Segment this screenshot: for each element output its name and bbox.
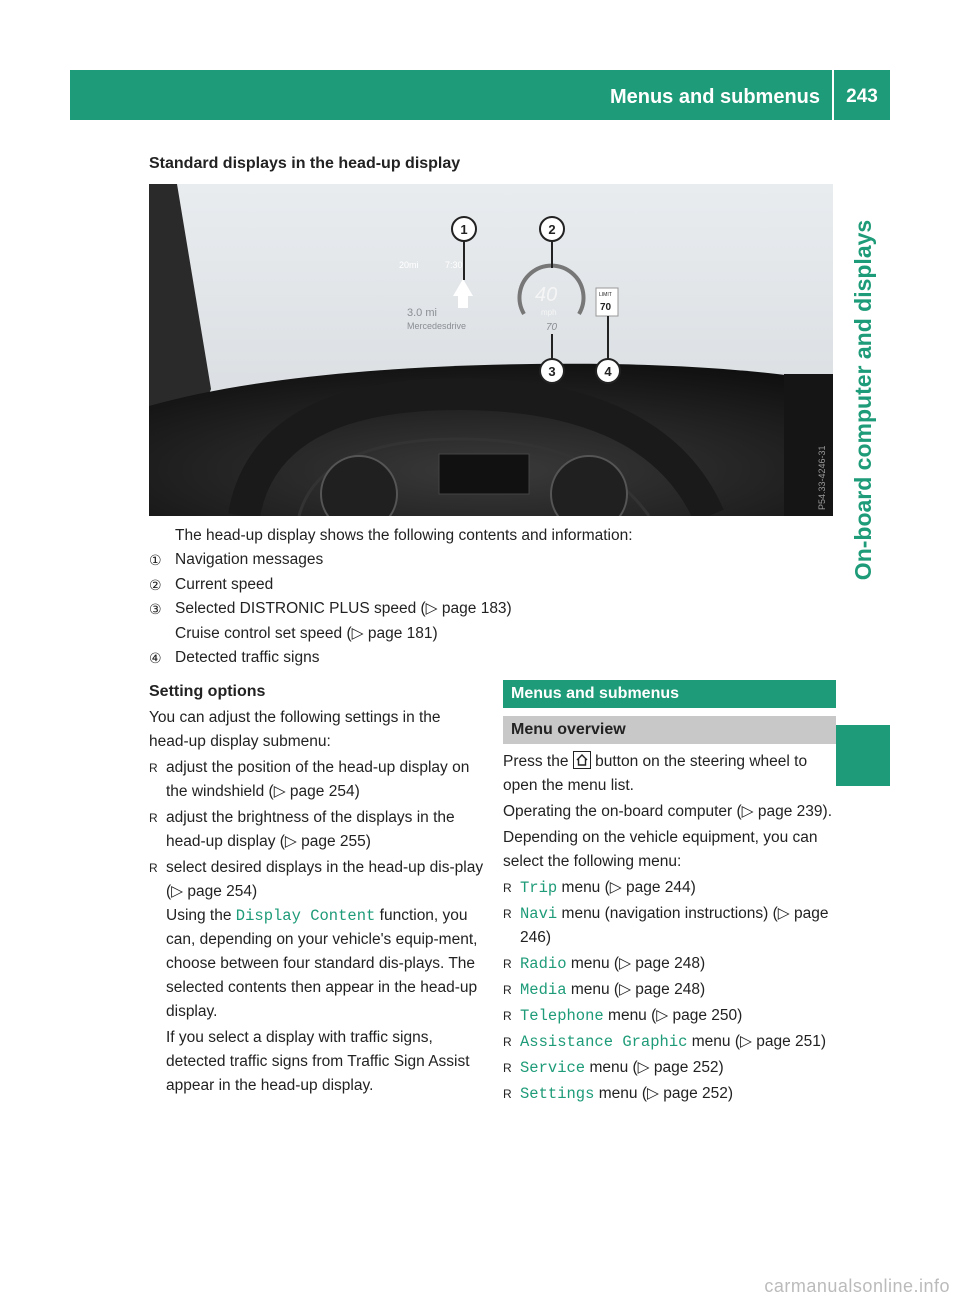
menu-desc: menu (▷ page 251) <box>691 1033 827 1050</box>
bullet-icon: R <box>503 983 512 997</box>
menu-name: Service <box>520 1059 586 1077</box>
callout-3-label: 3 <box>548 364 556 379</box>
menu-item <box>503 1082 836 1106</box>
menu-item <box>503 902 836 950</box>
menu-item <box>503 1030 836 1054</box>
bullet-icon: R <box>149 811 158 825</box>
menu-name: Telephone <box>520 1007 604 1025</box>
bullet-icon: R <box>503 1087 512 1101</box>
operating-para: Operating the on-board computer (▷ page 239). <box>503 803 833 820</box>
bullet-icon: R <box>503 1009 512 1023</box>
list-item <box>149 856 484 1098</box>
legend-number: ④ <box>149 650 162 666</box>
side-tab <box>836 130 890 710</box>
menu-name: Navi <box>520 905 558 923</box>
legend-list <box>149 548 569 671</box>
depending-para: Depending on the vehicle equipment, you can select the following menu: <box>503 829 818 870</box>
hud-illustration <box>149 184 833 516</box>
bullet-icon: R <box>503 881 512 895</box>
list-item <box>149 756 484 804</box>
callout-4-label: 4 <box>604 364 612 379</box>
menus-section-bar: Menus and submenus <box>503 680 836 708</box>
menu-item <box>503 1004 836 1028</box>
menu-desc: menu (▷ page 244) <box>561 879 696 896</box>
figure-ref-code: P54.33-4246-31 <box>817 445 827 510</box>
callout-4 <box>596 359 620 383</box>
menu-desc: menu (▷ page 250) <box>608 1007 743 1024</box>
press-pre: Press the <box>503 753 569 770</box>
bullet-icon: R <box>149 761 158 775</box>
list-item-text: adjust the brightness of the displays in the head-up display (▷ page 255) <box>166 809 455 850</box>
left-column <box>149 680 484 1100</box>
menu-desc: menu (navigation instructions) (▷ page 246) <box>520 905 829 946</box>
menu-desc: menu (▷ page 252) <box>589 1059 724 1076</box>
traffic-note: If you select a display with traffic signs, detected traffic signs from Traffic Sign Assist appear in the head-up display. <box>166 1029 470 1094</box>
legend-item <box>149 573 569 598</box>
press-para <box>503 750 836 798</box>
menu-item <box>503 978 836 1002</box>
legend-text: Selected DISTRONIC PLUS speed (▷ page 183) <box>175 600 512 617</box>
legend-text: Detected traffic signs <box>175 649 320 666</box>
menu-name: Assistance Graphic <box>520 1033 688 1051</box>
menu-item <box>503 952 836 976</box>
menu-name: Radio <box>520 955 567 973</box>
section-heading: Standard displays in the head-up display <box>149 155 461 172</box>
limit-label: LIMIT <box>599 292 612 298</box>
hud-set-speed: 70 <box>546 322 558 333</box>
legend-item <box>149 548 569 573</box>
legend-item <box>149 646 569 671</box>
intro-text: The head-up display shows the following contents and information: <box>175 527 633 544</box>
list-item <box>149 806 484 854</box>
setting-options-para: You can adjust the following settings in the head-up display submenu: <box>149 709 441 750</box>
side-tab-label: On-board computer and displays <box>850 219 876 581</box>
display-content-code: Display Content <box>235 907 376 925</box>
header-title: Menus and submenus <box>609 86 820 108</box>
hud-speed: 40 <box>535 284 558 306</box>
menu-list <box>503 876 836 1106</box>
legend-number: ③ <box>149 601 162 617</box>
legend-number: ② <box>149 576 162 593</box>
menu-overview-bar: Menu overview <box>503 716 836 744</box>
callout-3 <box>540 359 564 383</box>
menu-item <box>503 876 836 900</box>
callout-1 <box>452 217 476 241</box>
hud-info-right: 7:30 <box>445 260 463 270</box>
display-content-para <box>166 904 484 1024</box>
menu-name: Settings <box>520 1085 595 1103</box>
hud-street: Mercedesdrive <box>407 321 467 331</box>
page-number: 243 <box>846 86 878 107</box>
list-item-text: adjust the position of the head-up display on the windshield (▷ page 254) <box>166 759 470 800</box>
cluster-display <box>439 454 529 494</box>
home-icon <box>573 751 591 769</box>
legend-item <box>149 597 569 622</box>
menu-name: Media <box>520 981 567 999</box>
callout-2 <box>540 217 564 241</box>
setting-options-heading: Setting options <box>149 683 266 700</box>
menu-desc: menu (▷ page 252) <box>598 1085 734 1102</box>
page-number-box <box>834 70 890 120</box>
callout-2-label: 2 <box>548 222 556 237</box>
callout-1-label: 1 <box>460 222 468 237</box>
limit-value: 70 <box>600 302 612 313</box>
using-pre: Using the <box>166 907 232 924</box>
bullet-icon: R <box>503 1035 512 1049</box>
bullet-icon: R <box>503 957 512 971</box>
menu-item <box>503 1056 836 1080</box>
menu-name: Trip <box>520 879 558 897</box>
hud-unit: mph <box>541 308 557 317</box>
legend-subtext: Cruise control set speed (▷ page 181) <box>175 624 438 642</box>
hud-info-left: 20mi <box>399 260 419 270</box>
legend-text: Navigation messages <box>175 551 324 568</box>
watermark[interactable]: carmanualsonline.info <box>764 1276 950 1296</box>
menu-desc: menu (▷ page 248) <box>570 981 706 998</box>
list-item-text: select desired displays in the head-up dis-play (▷ page 254) <box>166 859 484 900</box>
side-marker <box>836 725 890 786</box>
menu-desc: menu (▷ page 248) <box>570 955 706 972</box>
bullet-icon: R <box>503 1061 512 1075</box>
using-post: function, you can, depending on your vehicle's equip-ment, choose between four standard dis-plays. The selected contents then appear in the head-up display. <box>166 907 478 1020</box>
settings-list <box>149 756 484 1098</box>
bullet-icon: R <box>149 861 158 875</box>
header-bar <box>70 70 832 120</box>
bullet-icon: R <box>503 907 512 921</box>
hud-figure <box>149 184 833 516</box>
right-column <box>503 680 836 1108</box>
hud-distance: 3.0 mi <box>407 307 437 319</box>
legend-number: ① <box>149 552 162 568</box>
legend-text: Current speed <box>175 575 274 593</box>
press-post: button on the steering wheel to open the menu list. <box>503 753 808 794</box>
